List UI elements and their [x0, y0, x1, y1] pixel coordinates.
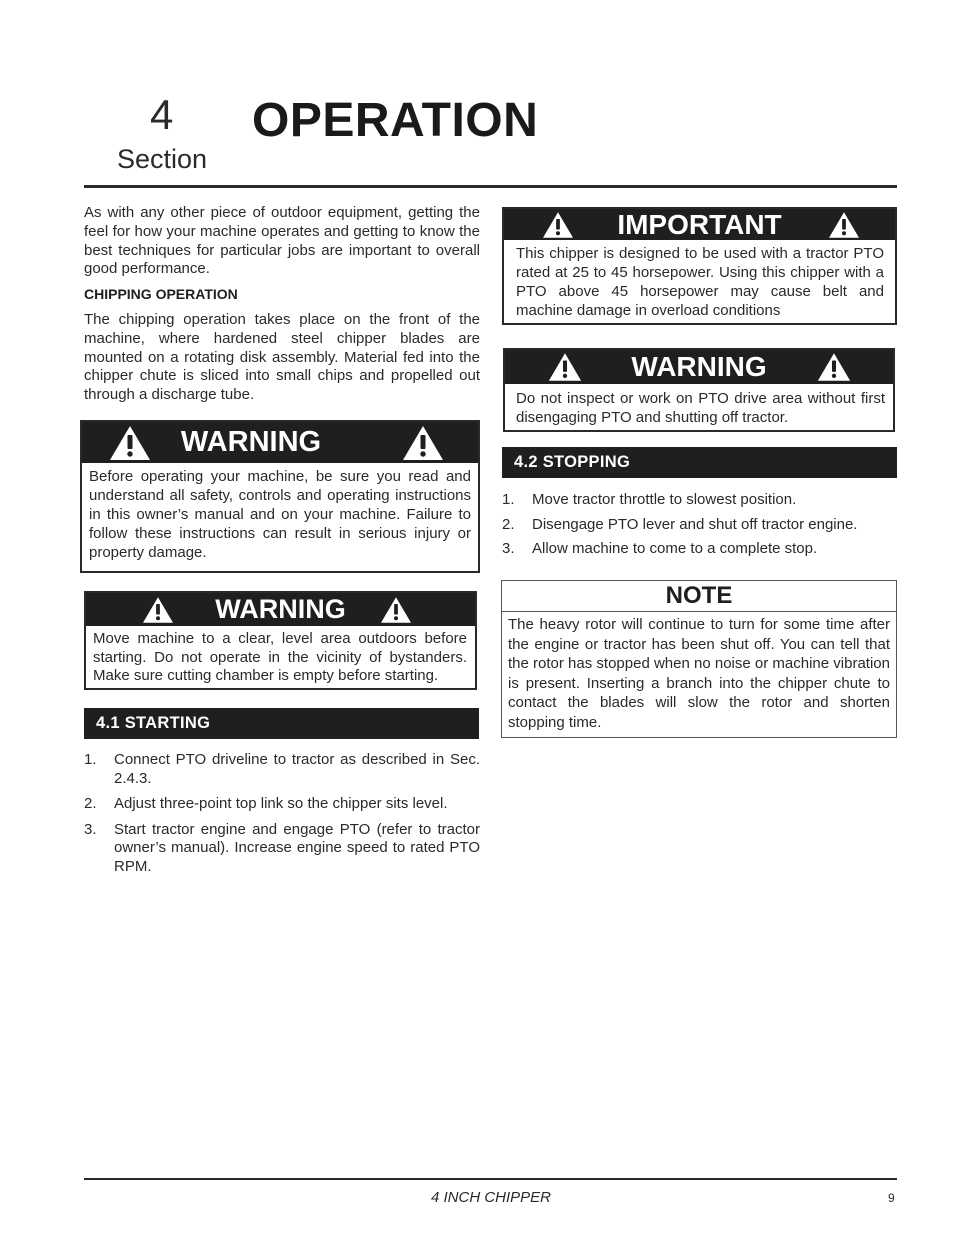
- warning-header: [82, 422, 478, 463]
- warning-text: Move machine to a clear, level area outdoors before starting. Do not operate in the vicinity of bystanders. Make sure cutting chamber is empty before starting.: [93, 630, 467, 684]
- warning-triangle-icon: [142, 596, 174, 623]
- warning-header: [86, 593, 475, 626]
- warning-header: [505, 350, 893, 384]
- footer-divider: [84, 1178, 897, 1180]
- list-item: 1. Move tractor throttle to slowest position.: [502, 491, 797, 508]
- list-item: 1. Connect PTO driveline to tractor as described in Sec. 2.4.3.: [84, 751, 480, 787]
- page-number: 9: [888, 1191, 895, 1205]
- note-text: The heavy rotor will continue to turn for some time after the engine or tractor has been shut off. You can tell that the rotor has stopped when no noise or machine vibration is present. Inserting a branch into the chipper chute to contact the blades will slow the rotor and shorten stopping time.: [508, 616, 890, 731]
- footer-title: 4 INCH CHIPPER: [430, 1189, 552, 1206]
- list-item: 3. Allow machine to come to a complete stop.: [502, 540, 818, 558]
- warning-label: WARNING: [180, 426, 322, 458]
- warning-text: Do not inspect or work on PTO drive area without first disengaging PTO and shutting off tractor.: [516, 390, 885, 426]
- warning-label: WARNING: [215, 594, 346, 624]
- warning-triangle-icon: [828, 211, 860, 238]
- warning-triangle-icon: [542, 211, 574, 238]
- section-label: Section: [117, 144, 208, 174]
- important-box: [502, 207, 897, 325]
- list-item: 2. Adjust three-point top link so the chipper sits level.: [84, 795, 448, 813]
- warning-text: Before operating your machine, be sure you read and understand all safety, controls and operating instructions in this owner’s manual and on your machine. Failure to follow these instructions can result in serious injury or property damage.: [89, 468, 471, 561]
- section-bar-starting: 4.1 STARTING: [84, 708, 479, 739]
- important-header: [504, 209, 895, 240]
- warning-triangle-icon: [402, 425, 444, 461]
- section-number: 4: [150, 91, 174, 138]
- section-bar-stopping: 4.2 STOPPING: [502, 447, 897, 478]
- intro-paragraph: As with any other piece of outdoor equipment, getting the feel for how your machine operates and getting to know the best techniques for particular jobs are important to overall good performance.: [84, 204, 480, 278]
- chipping-heading: CHIPPING OPERATION: [84, 286, 238, 302]
- header-divider: [84, 185, 897, 188]
- page-title: OPERATION: [252, 94, 539, 147]
- starting-steps: [84, 751, 480, 877]
- stopping-steps: [502, 491, 897, 559]
- warning-triangle-icon: [817, 353, 851, 382]
- warning-box-pto: [503, 348, 895, 432]
- warning-triangle-icon: [548, 353, 582, 382]
- important-text: This chipper is designed to be used with a tractor PTO rated at 25 to 45 horsepower. Using this chipper with a PTO above 45 horsepower may cause belt and machine damage in overload conditions: [516, 245, 884, 319]
- warning-box-safety: [80, 420, 480, 573]
- list-item: 3. Start tractor engine and engage PTO (refer to tractor owner’s manual). Increase engine speed to rated PTO RPM.: [84, 820, 480, 875]
- chipping-paragraph: The chipping operation takes place on the front of the machine, where hardened steel chipper blades are mounted on a rotating disk assembly. Material fed into the chipper chute is sliced into small chips and propelled out through a discharge tube.: [84, 311, 480, 404]
- list-item: 2. Disengage PTO lever and shut off tractor engine.: [502, 515, 858, 533]
- warning-triangle-icon: [380, 596, 412, 623]
- warning-triangle-icon: [109, 425, 151, 461]
- note-header: NOTE: [502, 581, 896, 612]
- warning-label: WARNING: [631, 351, 767, 382]
- note-box: [501, 580, 897, 738]
- warning-box-area: [84, 591, 477, 690]
- important-label: IMPORTANT: [617, 209, 782, 240]
